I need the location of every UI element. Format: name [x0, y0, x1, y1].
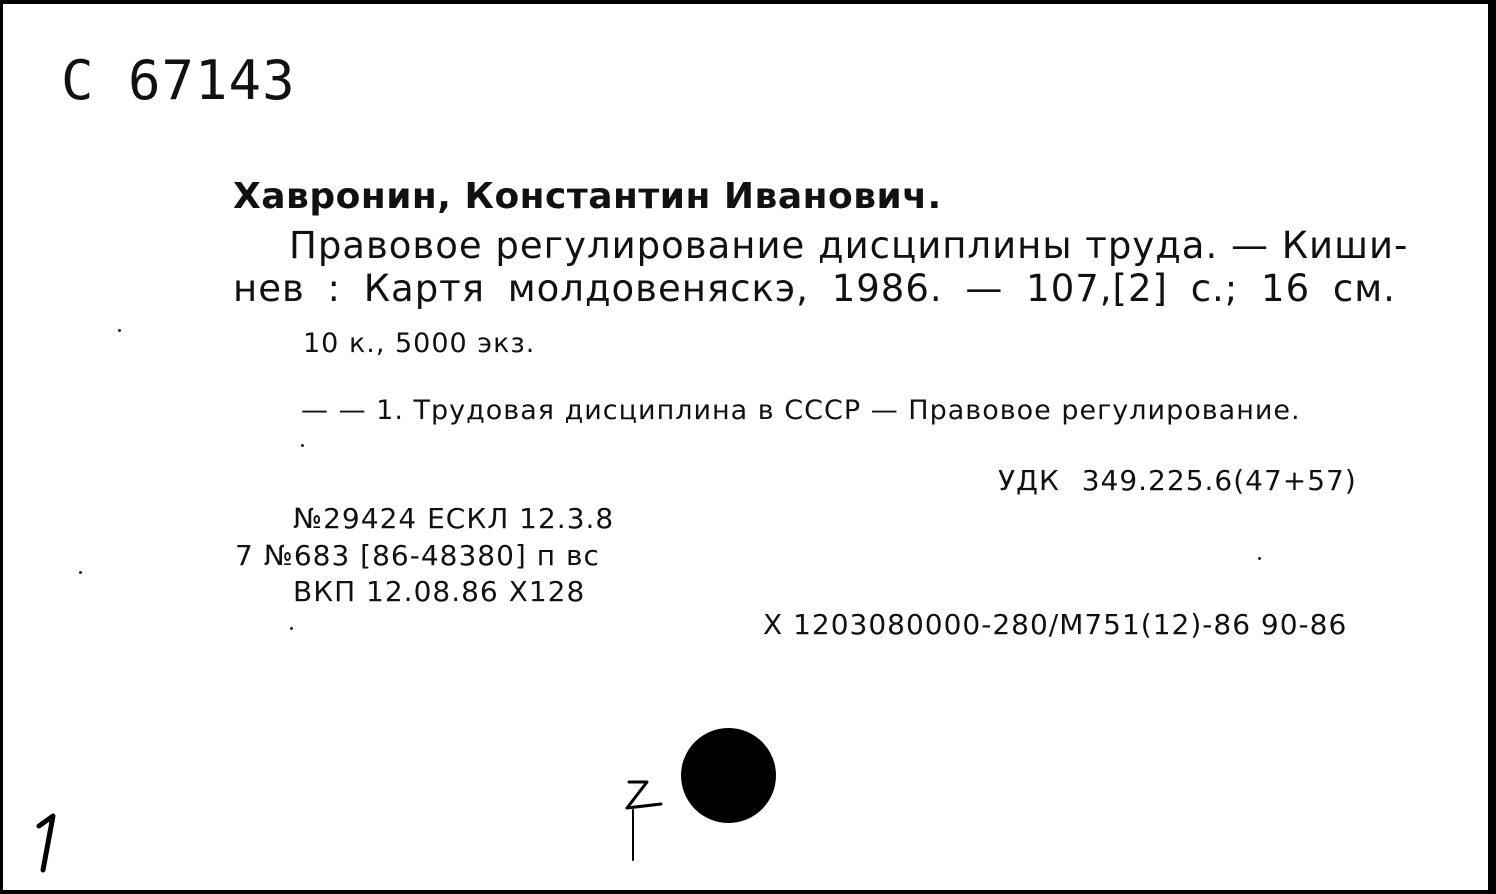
title-line-2: нев : Картя молдовеняскэ, 1986. — 107,[2] с.; 16 см. — [233, 267, 1396, 310]
accession-line-3: ВКП 12.08.86 Х128 — [293, 575, 586, 608]
punch-hole — [681, 728, 776, 823]
speck — [1258, 557, 1261, 560]
title-line-1: Правовое регулирование дисциплины труда. — Киши- — [289, 224, 1409, 267]
handwritten-mark-center — [619, 774, 669, 864]
accession-line-1: №29424 ЕСКЛ 12.3.8 — [293, 502, 615, 535]
udc-code: УДК 349.225.6(47+57) — [998, 464, 1357, 497]
price-run-line: 10 к., 5000 экз. — [303, 328, 536, 359]
speck — [301, 444, 304, 447]
subject-heading: — — 1. Трудовая дисциплина в СССР — Правовое регулирование. — [301, 395, 1301, 426]
speck — [290, 627, 293, 630]
speck — [118, 329, 121, 332]
handwritten-mark-left — [33, 812, 63, 874]
shelf-mark: C 67143 — [61, 49, 296, 112]
speck — [79, 571, 82, 574]
accession-line-2: 7 №683 [86-48380] п вс — [235, 539, 600, 572]
author-heading: Хавронин, Константин Иванович. — [233, 176, 942, 217]
classification-code: Х 1203080000-280/М751(12)-86 90-86 — [763, 608, 1348, 641]
